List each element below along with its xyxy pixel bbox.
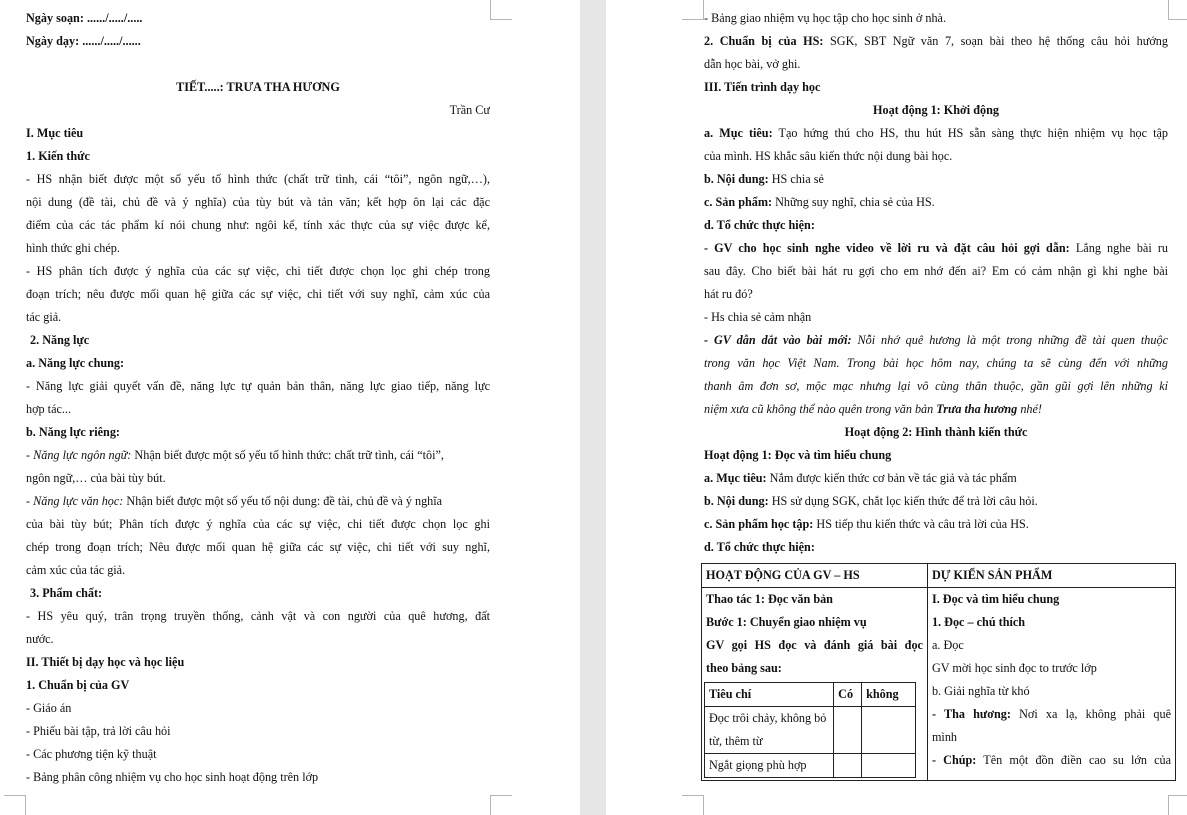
criteria-row — [705, 707, 916, 754]
paragraph-line: điểm của các tác phẩm kí nói chung như: ngôi kể, tính xác thực của sự việc được kể, — [26, 218, 490, 232]
inline-text: Những suy nghĩ, chia sẻ của HS. — [772, 195, 935, 209]
crop-mark-bottom-right — [1168, 795, 1187, 815]
table-header-row — [702, 564, 1176, 588]
paragraph-line: - Năng lực giải quyết vấn đề, năng lực tự quản bản thân, năng lực giao tiếp, năng lực — [26, 379, 490, 393]
expected-product-cell — [927, 588, 1175, 781]
paragraph-line — [704, 329, 1168, 352]
paragraph-line — [704, 467, 1168, 490]
criteria-checkbox-cell[interactable] — [862, 754, 916, 778]
paragraph-line: của bài tùy bút; Phân tích được ý nghĩa của các sự việc, chi tiết được chọn lọc ghi — [26, 517, 490, 531]
paragraph-line: nước. — [26, 632, 54, 646]
paragraph-line — [704, 513, 1168, 536]
list-item: - Bảng giao nhiệm vụ học tập cho học sinh ở nhà. — [704, 11, 947, 25]
paragraph-line: sau đây. Cho biết bài hát ru gợi cho em nhớ đến ai? Em có cảm nhận gì khi nghe bài — [704, 264, 1168, 278]
inline-text: nhé! — [1017, 402, 1042, 416]
paragraph-line: - HS nhận biết được một số yếu tố hình thức (chất trữ tình, cái “tôi”, ngôn ngữ,…), — [26, 172, 490, 186]
paragraph-line — [704, 122, 1168, 145]
paragraph-line: thanh âm đơn sơ, mộc mạc nhưng lại vô cùng thân thuộc, gần gũi gợi lên những kỉ — [704, 379, 1168, 393]
inline-label: - Năng lực văn học: — [26, 494, 124, 508]
heading-organization: d. Tổ chức thực hiện: — [704, 218, 815, 232]
heading-activity-2: Hoạt động 2: Hình thành kiến thức — [844, 425, 1028, 439]
criteria-header-cell: Tiêu chí — [705, 683, 834, 707]
heading-activity-1: Hoạt động 1: Khởi động — [873, 103, 999, 117]
inline-label: c. Sản phẩm học tập: — [704, 517, 814, 531]
paragraph-line: ngôn ngữ,… của bài tùy bút. — [26, 471, 166, 485]
paragraph-line: - Hs chia sẻ cảm nhận — [704, 310, 812, 324]
document-page-right — [606, 0, 1187, 815]
criteria-header-cell: Có — [834, 683, 862, 707]
heading-general-competence: a. Năng lực chung: — [26, 356, 125, 370]
paragraph-line — [704, 191, 1168, 214]
paragraph-line: đoạn trích; nêu được mối quan hệ giữa các sự việc, chi tiết với suy nghĩ, cảm xúc của — [26, 287, 490, 301]
inline-label: c. Sản phẩm: — [704, 195, 773, 209]
inline-label: - GV dẫn dắt vào bài mới: — [704, 333, 852, 347]
inline-text: HS tiếp thu kiến thức và câu trả lời của HS. — [813, 517, 1029, 531]
inline-text: Nhận biết được một số yếu tố nội dung: đề tài, chủ đề và ý nghĩa — [123, 494, 443, 508]
list-item: - Bảng phân công nhiệm vụ cho học sinh hoạt động trên lớp — [26, 770, 319, 784]
paragraph-line: hình thức ghi chép. — [26, 241, 120, 255]
cell-line: GV gọi HS đọc và đánh giá bài đọc — [706, 638, 923, 652]
paragraph-line: tác giả. — [26, 310, 62, 324]
inline-label: b. Nội dung: — [704, 494, 769, 508]
list-item: - Giáo án — [26, 701, 72, 715]
inline-text: niệm xưa cũ không thể nào quên trong văn bản — [704, 402, 937, 416]
paragraph-line — [704, 30, 1168, 53]
inline-label: 2. Chuẩn bị của HS: — [704, 34, 824, 48]
paragraph-line: hợp tác... — [26, 402, 72, 416]
criteria-cell: Ngắt giọng phù hợp — [705, 754, 834, 778]
inline-text: SGK, SBT Ngữ văn 7, soạn bài theo hệ thống câu hỏi hướng — [823, 34, 1168, 48]
cell-line: Thao tác 1: Đọc văn bản — [706, 592, 833, 606]
inline-label: b. Nội dung: — [704, 172, 769, 186]
paragraph-line: - HS yêu quý, trân trọng truyền thống, cảnh vật và con người của quê hương, đất — [26, 609, 490, 623]
criteria-checkbox-cell[interactable] — [862, 707, 916, 754]
paragraph-line: nội dung (đề tài, chủ đề và ý nghĩa) của tùy bút và tản văn; kết hợp ôn lại các đặc — [26, 195, 490, 209]
crop-mark-top-right — [1168, 0, 1187, 20]
inline-label: - Chúp: — [931, 753, 977, 767]
inline-text: Tạo hứng thú cho HS, thu hút HS sẵn sàng thực hiện nhiệm vụ học tập — [772, 126, 1168, 140]
inline-text: HS chia sẻ — [768, 172, 824, 186]
heading-organization: d. Tổ chức thực hiện: — [704, 540, 815, 554]
paragraph-line — [704, 490, 1168, 513]
paragraph-line — [704, 398, 1168, 421]
lesson-title: TIẾT.....: TRƯA THA HƯƠNG — [176, 80, 340, 94]
document-page-left — [0, 0, 580, 815]
heading-equipment: II. Thiết bị dạy học và học liệu — [26, 655, 185, 669]
paragraph-line: - HS phân tích được ý nghĩa của các sự việc, chi tiết được chọn lọc ghi chép trong — [26, 264, 490, 278]
heading-teacher-prep: 1. Chuẩn bị của GV — [26, 678, 130, 692]
criteria-header-cell: không — [862, 683, 916, 707]
inline-text: Nỗi nhớ quê hương là một trong những đề tài quen thuộc — [851, 333, 1168, 347]
paragraph-line: cảm xúc của tác giả. — [26, 563, 126, 577]
cell-line — [932, 703, 1171, 726]
criteria-table — [704, 682, 916, 778]
cell-line: a. Đọc — [931, 638, 964, 652]
paragraph-line: chép trong đoạn trích; Nêu được mối quan hệ giữa các sự việc, chi tiết với suy nghĩ, — [26, 540, 490, 554]
heading-qualities: 3. Phẩm chất: — [30, 586, 103, 600]
criteria-header-row — [705, 683, 916, 707]
cell-line: 1. Đọc – chú thích — [931, 615, 1026, 629]
paragraph-line — [704, 168, 1168, 191]
list-item: - Các phương tiện kỹ thuật — [26, 747, 157, 761]
date-taught: Ngày dạy: ....../...../...... — [26, 34, 141, 48]
date-prepared: Ngày soạn: ....../...../..... — [26, 11, 143, 25]
cell-line: b. Giải nghĩa từ khó — [931, 684, 1030, 698]
paragraph-line: trong văn học Việt Nam. Trong bài học hôm nay, chúng ta sẽ cùng đến với những — [704, 356, 1168, 370]
inline-text: Tên một đồn điền cao su lớn của — [976, 753, 1171, 767]
heading-specific-competence: b. Năng lực riêng: — [26, 425, 120, 439]
inline-text: Nơi xa lạ, không phải quê — [1010, 707, 1171, 721]
criteria-checkbox-cell[interactable] — [834, 754, 862, 778]
paragraph-line: hát ru đó? — [704, 287, 753, 301]
table-header-cell: DỰ KIẾN SẢN PHẨM — [927, 564, 1175, 588]
paragraph-line: dẫn học bài, vở ghi. — [704, 57, 801, 71]
list-item: - Phiếu bài tập, trả lời câu hỏi — [26, 724, 171, 738]
activity-table — [701, 563, 1176, 781]
paragraph-line — [26, 444, 490, 467]
criteria-cell: Đọc trôi chảy, không bỏ từ, thêm từ — [705, 707, 834, 754]
crop-mark-bottom-left — [4, 795, 26, 815]
cell-line: I. Đọc và tìm hiểu chung — [931, 592, 1060, 606]
cell-line — [932, 749, 1171, 772]
cell-line: theo bảng sau: — [706, 661, 782, 675]
table-header-cell: HOẠT ĐỘNG CỦA GV – HS — [702, 564, 928, 588]
cell-line: mình — [931, 730, 958, 744]
inline-label: a. Mục tiêu: — [704, 126, 773, 140]
heading-competence: 2. Năng lực — [30, 333, 90, 347]
paragraph-line — [704, 237, 1168, 260]
cell-line: Bước 1: Chuyển giao nhiệm vụ — [706, 615, 867, 629]
crop-mark-bottom-left — [682, 795, 704, 815]
work-title: Trưa tha hương — [936, 402, 1018, 416]
inline-text: HS sử dụng SGK, chắt lọc kiến thức để trả lời câu hỏi. — [768, 494, 1038, 508]
paragraph-line — [26, 490, 490, 513]
author-name: Trần Cư — [449, 103, 490, 117]
inline-text: Nhận biết được một số yếu tố hình thức: chất trữ tình, cái “tôi”, — [131, 448, 444, 462]
inline-label: - GV cho học sinh nghe video về lời ru và đặt câu hỏi gợi dẫn: — [704, 241, 1070, 255]
crop-mark-top-right — [490, 0, 512, 20]
inline-label: - Tha hương: — [931, 707, 1011, 721]
inline-label: a. Mục tiêu: — [704, 471, 767, 485]
crop-mark-top-left — [682, 0, 704, 20]
teacher-student-activity-cell — [702, 588, 928, 781]
cell-line: GV mời học sinh đọc to trước lớp — [931, 661, 1097, 675]
paragraph-line: của mình. HS khắc sâu kiến thức nội dung bài học. — [704, 149, 953, 163]
heading-objectives: I. Mục tiêu — [26, 126, 84, 140]
heading-knowledge: 1. Kiến thức — [26, 149, 90, 163]
heading-reading: Hoạt động 1: Đọc và tìm hiểu chung — [704, 448, 892, 462]
inline-text: Nắm được kiến thức cơ bản về tác giả và tác phẩm — [766, 471, 1017, 485]
inline-text: Lắng nghe bài ru — [1069, 241, 1168, 255]
crop-mark-bottom-right — [490, 795, 512, 815]
page-gutter — [580, 0, 606, 815]
heading-procedure: III. Tiến trình dạy học — [704, 80, 821, 94]
criteria-row — [705, 754, 916, 778]
table-row — [702, 588, 1176, 781]
inline-label: - Năng lực ngôn ngữ: — [26, 448, 132, 462]
criteria-checkbox-cell[interactable] — [834, 707, 862, 754]
